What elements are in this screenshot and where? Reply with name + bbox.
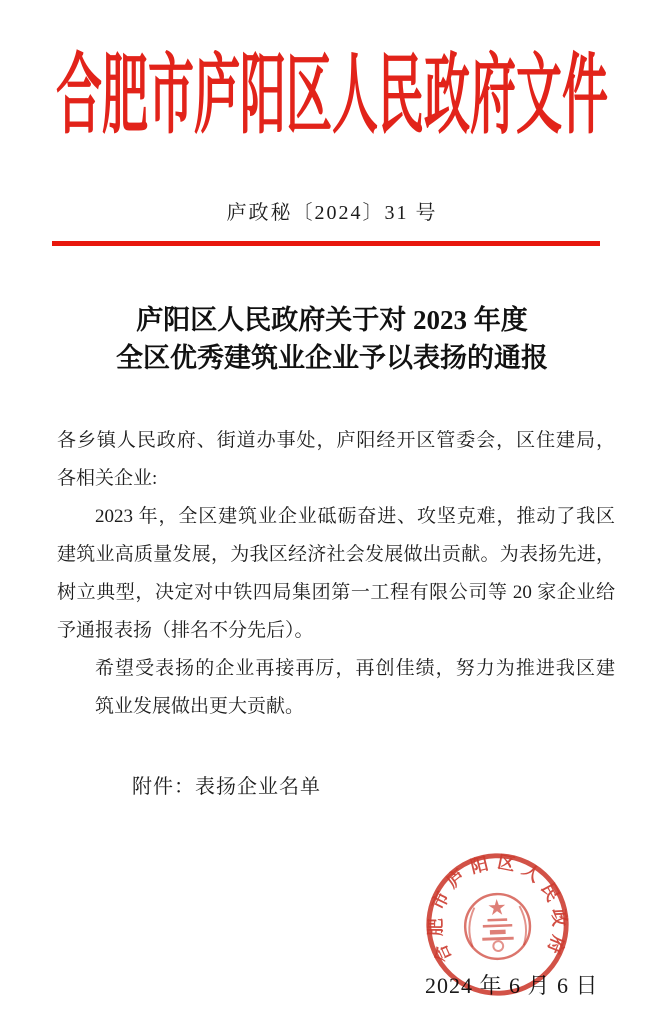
body-line: 希望受表扬的企业再接再厉，再创佳绩，努力为推进我区建 — [95, 658, 615, 679]
star-icon — [488, 899, 505, 915]
header-title: 合肥市庐阳区人民政府文件 — [56, 46, 608, 144]
body-line: 树立典型，决定对中铁四局集团第一工程有限公司等 20 家企业给 — [57, 582, 615, 603]
document-title — [0, 301, 664, 377]
body-line: 建筑业高质量发展，为我区经济社会发展做出贡献。为表扬先进， — [57, 544, 615, 565]
body-line: 筑业发展做出更大贡献。 — [95, 696, 305, 717]
body-line: 各相关企业: — [57, 468, 158, 489]
seal-text: 合肥市庐阳区人民政府 — [425, 851, 570, 966]
red-divider-line — [52, 241, 600, 246]
body-line: 2023 年，全区建筑业企业砥砺奋进、攻坚克难，推动了我区 — [95, 506, 615, 527]
document-body — [57, 422, 615, 726]
national-emblem-icon — [464, 893, 531, 960]
emblem-gate-body — [490, 930, 506, 935]
emblem-gear — [493, 941, 503, 951]
attachment-note: 附件：表扬企业名单 — [132, 776, 321, 798]
title-line-2: 全区优秀建筑业企业予以表扬的通报 — [116, 343, 548, 373]
doc-number: 庐政秘〔2024〕31 号 — [226, 202, 438, 224]
official-seal — [419, 846, 576, 1003]
emblem-roof-top — [487, 918, 507, 921]
document-header-banner — [0, 26, 664, 146]
body-line: 予通报表扬（排名不分先后）。 — [57, 620, 314, 641]
issue-date: 2024 年 6 月 6 日 — [425, 973, 599, 998]
body-line: 各乡镇人民政府、街道办事处，庐阳经开区管委会，区住建局， — [57, 430, 615, 451]
emblem-roof-mid — [483, 924, 513, 928]
emblem-gate-base — [482, 937, 513, 941]
title-line-1: 庐阳区人民政府关于对 2023 年度 — [136, 305, 528, 335]
